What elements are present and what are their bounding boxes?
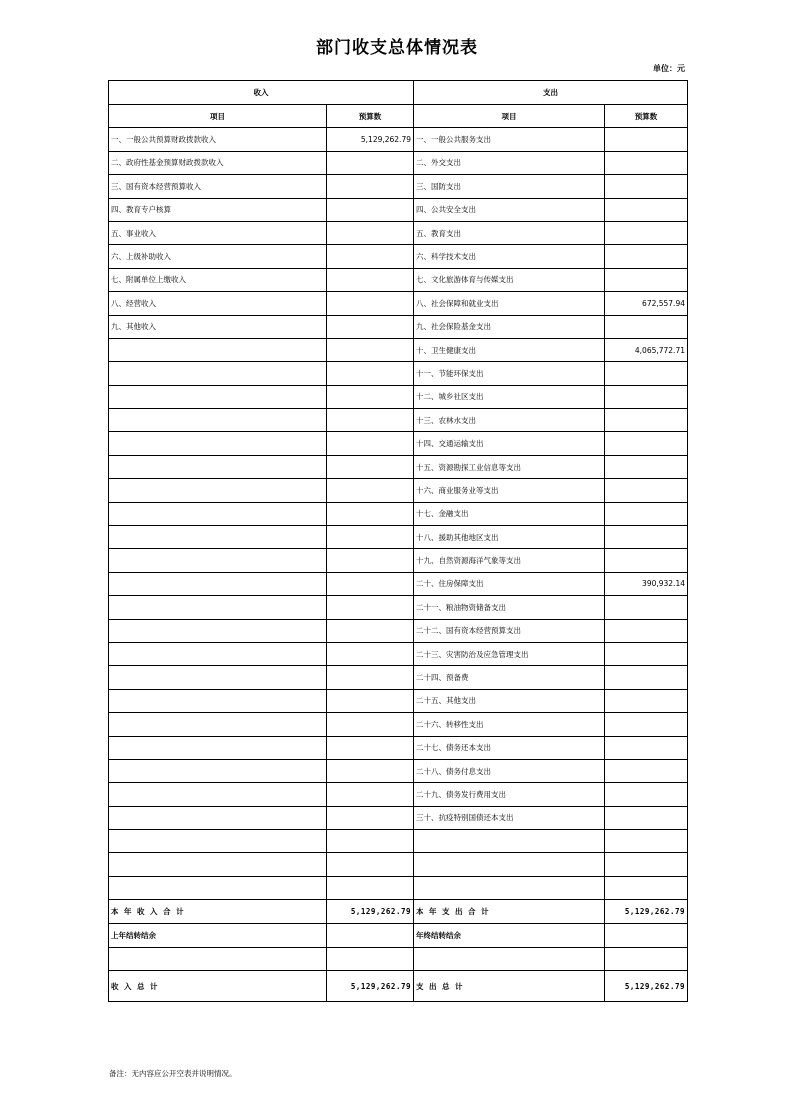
income-item-cell [109,759,327,782]
income-item-cell: 一、一般公共预算财政拨款收入 [109,128,327,151]
expense-item-cell: 二十八、债务付息支出 [414,759,605,782]
table-row [109,549,688,572]
expense-item-cell: 二十七、债务还本支出 [414,736,605,759]
income-value-cell [327,175,414,198]
income-value-cell [327,479,414,502]
expense-item-cell: 二、外交支出 [414,151,605,174]
income-item-cell: 四、教育专户核算 [109,198,327,221]
income-value-cell [327,151,414,174]
table-row [109,502,688,525]
income-item-cell [109,642,327,665]
income-header: 收入 [109,81,414,105]
carry-out-label: 年终结转结余 [414,923,605,947]
income-value-cell [327,455,414,478]
carry-out-value [605,923,688,947]
table-row [109,806,688,829]
expense-item-cell: 十七、金融支出 [414,502,605,525]
table-row [109,151,688,174]
income-item-cell [109,806,327,829]
income-item-cell [109,526,327,549]
income-item-cell [109,432,327,455]
page-title: 部门收支总体情况表 [316,38,478,58]
income-item-cell [109,666,327,689]
income-value-cell [327,221,414,244]
income-item-cell: 五、事业收入 [109,221,327,244]
income-value-cell [327,783,414,806]
income-item-cell [109,783,327,806]
income-item-cell: 七、附属单位上缴收入 [109,268,327,291]
income-item-cell [109,713,327,736]
expense-item-cell: 十三、农林水支出 [414,409,605,432]
expense-item-cell: 十八、援助其他地区支出 [414,526,605,549]
table-row [109,736,688,759]
unit-label: 单位：元 [653,64,685,73]
table-row [109,338,688,361]
income-value-cell [327,268,414,291]
income-item-cell [109,596,327,619]
table-row [109,689,688,712]
table-row [109,268,688,291]
carry-in-value [327,923,414,947]
expense-value-cell: 4,065,772.71 [605,338,688,361]
income-value-cell [327,619,414,642]
income-value-cell [327,736,414,759]
income-value-cell [327,502,414,525]
year-expense-label: 本 年 支 出 合 计 [414,900,605,924]
grand-income-value: 5,129,262.79 [327,971,414,1002]
income-budget-header: 预算数 [327,104,414,128]
table-row [109,315,688,338]
year-total-row [109,900,688,924]
income-value-cell [327,245,414,268]
expense-item-cell [414,830,605,853]
expense-value-cell [605,783,688,806]
income-value-cell [327,385,414,408]
expense-value-cell [605,596,688,619]
table-row [109,385,688,408]
expense-item-cell: 二十二、国有资本经营预算支出 [414,619,605,642]
grand-expense-value: 5,129,262.79 [605,971,688,1002]
expense-value-cell [605,642,688,665]
expense-value-cell [605,666,688,689]
income-value-cell [327,315,414,338]
carry-over-row [109,923,688,947]
table-row [109,830,688,853]
income-value-cell [327,806,414,829]
table-row [109,572,688,595]
expense-value-cell [605,806,688,829]
expense-value-cell [605,409,688,432]
table-row [109,642,688,665]
expense-item-cell: 二十、住房保障支出 [414,572,605,595]
table-row [109,432,688,455]
income-value-cell [327,338,414,361]
expense-item-cell: 十一、节能环保支出 [414,362,605,385]
expense-value-cell [605,619,688,642]
income-item-cell: 二、政府性基金预算财政拨款收入 [109,151,327,174]
income-item-cell [109,409,327,432]
expense-item-cell: 十六、商业服务业等支出 [414,479,605,502]
expense-item-cell: 二十三、灾害防治及应急管理支出 [414,642,605,665]
expense-value-cell [605,479,688,502]
income-item-cell [109,736,327,759]
income-value-cell [327,853,414,876]
year-expense-value: 5,129,262.79 [605,900,688,924]
income-value-cell [327,572,414,595]
expense-value-cell [605,432,688,455]
budget-table [108,80,688,1002]
income-value-cell [327,198,414,221]
expense-item-header: 项目 [414,104,605,128]
income-item-cell [109,549,327,572]
table-row [109,876,688,899]
expense-value-cell: 390,932.14 [605,572,688,595]
carry-in-label: 上年结转结余 [109,923,327,947]
expense-value-cell [605,198,688,221]
expense-value-cell [605,502,688,525]
income-value-cell [327,713,414,736]
table-row [109,292,688,315]
expense-value-cell [605,245,688,268]
expense-item-cell: 一、一般公共服务支出 [414,128,605,151]
year-income-value: 5,129,262.79 [327,900,414,924]
expense-item-cell: 三、国防支出 [414,175,605,198]
expense-value-cell [605,830,688,853]
income-value-cell [327,549,414,572]
income-value-cell [327,642,414,665]
expense-value-cell [605,362,688,385]
expense-item-cell: 九、社会保险基金支出 [414,315,605,338]
expense-item-cell: 七、文化旅游体育与传媒支出 [414,268,605,291]
expense-item-cell: 四、公共安全支出 [414,198,605,221]
expense-value-cell [605,876,688,899]
income-item-cell [109,455,327,478]
expense-value-cell [605,713,688,736]
table-row [109,713,688,736]
table-row [109,479,688,502]
income-item-cell [109,479,327,502]
income-item-cell [109,385,327,408]
income-value-cell [327,876,414,899]
income-item-cell [109,853,327,876]
expense-value-cell [605,151,688,174]
expense-value-cell [605,689,688,712]
expense-item-cell: 六、科学技术支出 [414,245,605,268]
expense-item-cell: 二十四、预备费 [414,666,605,689]
table-row [109,619,688,642]
expense-item-cell: 三十、抗疫特别国债还本支出 [414,806,605,829]
table-row [109,128,688,151]
income-item-cell [109,572,327,595]
expense-item-cell: 二十六、转移性支出 [414,713,605,736]
table-row [109,455,688,478]
expense-value-cell: 672,557.94 [605,292,688,315]
expense-item-cell: 八、社会保障和就业支出 [414,292,605,315]
table-row [109,759,688,782]
table-row [109,198,688,221]
expense-value-cell [605,526,688,549]
table-row [109,409,688,432]
income-item-cell [109,830,327,853]
income-item-cell [109,619,327,642]
table-row [109,853,688,876]
income-item-cell: 九、其他收入 [109,315,327,338]
expense-value-cell [605,315,688,338]
table-row [109,362,688,385]
expense-item-cell: 十五、资源勘探工业信息等支出 [414,455,605,478]
income-value-cell [327,409,414,432]
expense-value-cell [605,549,688,572]
footnote: 备注：无内容应公开空表并说明情况。 [109,1069,237,1078]
table-body [109,128,688,900]
income-item-header: 项目 [109,104,327,128]
expense-item-cell: 二十五、其他支出 [414,689,605,712]
expense-value-cell [605,221,688,244]
table-row [109,175,688,198]
table-row [109,245,688,268]
expense-budget-header: 预算数 [605,104,688,128]
expense-value-cell [605,268,688,291]
income-value-cell [327,759,414,782]
expense-value-cell [605,736,688,759]
income-item-cell: 三、国有资本经营预算收入 [109,175,327,198]
expense-item-cell: 十、卫生健康支出 [414,338,605,361]
income-item-cell [109,338,327,361]
expense-item-cell: 十二、城乡社区支出 [414,385,605,408]
expense-value-cell [605,759,688,782]
expense-item-cell: 十九、自然资源海洋气象等支出 [414,549,605,572]
year-income-label: 本 年 收 入 合 计 [109,900,327,924]
income-item-cell [109,876,327,899]
expense-item-cell: 十四、交通运输支出 [414,432,605,455]
table-row [109,221,688,244]
expense-value-cell [605,128,688,151]
income-item-cell [109,362,327,385]
table-row [109,526,688,549]
expense-value-cell [605,853,688,876]
income-value-cell [327,830,414,853]
table-row [109,596,688,619]
income-value-cell [327,666,414,689]
grand-expense-label: 支 出 总 计 [414,971,605,1002]
expense-value-cell [605,455,688,478]
table-row [109,666,688,689]
income-item-cell: 六、上级补助收入 [109,245,327,268]
income-value-cell [327,526,414,549]
income-item-cell: 八、经营收入 [109,292,327,315]
expense-value-cell [605,385,688,408]
table-row [109,783,688,806]
income-item-cell [109,502,327,525]
income-item-cell [109,689,327,712]
expense-item-cell: 二十九、债务发行费用支出 [414,783,605,806]
expense-item-cell: 二十一、粮油物资储备支出 [414,596,605,619]
expense-item-cell [414,853,605,876]
blank-row [109,947,688,971]
expense-header: 支出 [414,81,688,105]
income-value-cell [327,362,414,385]
income-value-cell [327,432,414,455]
expense-item-cell [414,876,605,899]
grand-income-label: 收 入 总 计 [109,971,327,1002]
income-value-cell [327,596,414,619]
expense-value-cell [605,175,688,198]
expense-item-cell: 五、教育支出 [414,221,605,244]
income-value-cell [327,292,414,315]
income-value-cell: 5,129,262.79 [327,128,414,151]
income-value-cell [327,689,414,712]
grand-total-row [109,971,688,1002]
